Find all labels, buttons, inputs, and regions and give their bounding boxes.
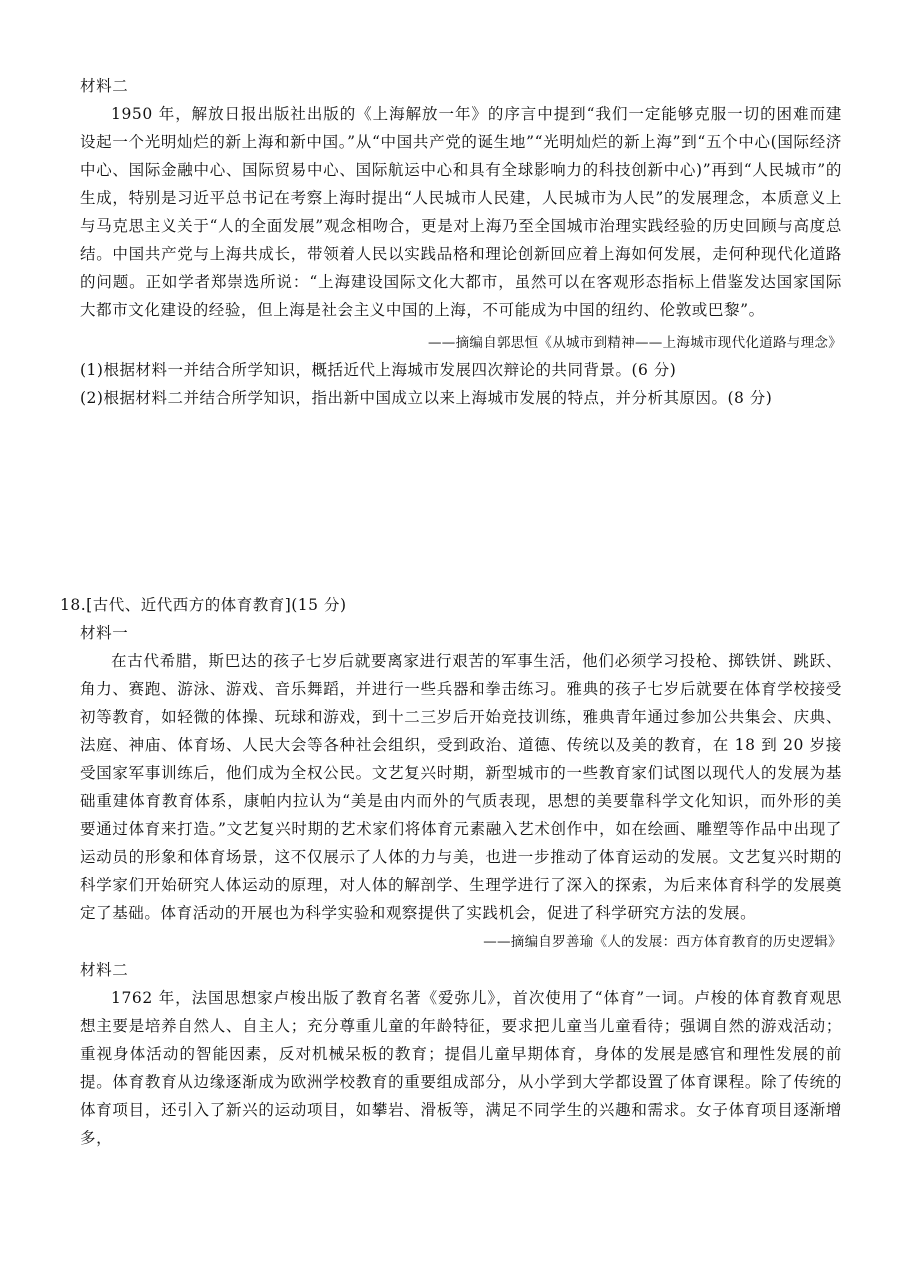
- question-heading: 18.[古代、近代西方的体育教育](15 分): [60, 596, 347, 614]
- material-paragraph: [80, 984, 842, 1152]
- material-paragraph: [80, 100, 842, 324]
- material-paragraph: [80, 647, 842, 927]
- material-text: 在古代希腊，斯巴达的孩子七岁后就要离家进行艰苦的军事生活，他们必须学习投枪、掷铁饼、跳跃、角力、赛跑、游泳、游戏、音乐舞蹈，并进行一些兵器和拳击练习。雅典的孩子七岁后就要在体育学校接受初等教育，如轻微的体操、玩球和游戏，到十二三岁后开始竞技训练，雅典青年通过参加公共集会、庆典、法庭、神庙、体育场、人民大会等各种社会组织，受到政治、道德、传统以及美的教育，在 18 到 20 岁接受国家军事训练后，他们成为全权公民。文艺复兴时期，新型城市的一些教育家们试图以现代人的发展为基础重建体育教育体系，康帕内拉认为“美是由内而外的气质表现，思想的美要靠科学文化知识，而外形的美要通过体育来打造。”文艺复兴时期的艺术家们将体育元素融入艺术创作中，如在绘画、雕塑等作品中出现了运动员的形象和体育场景，这不仅展示了人体的力与美，也进一步推动了体育运动的发展。文艺复兴时期的科学家们开始研究人体运动的原理，对人体的解剖学、生理学进行了深入的探索，为后来体育科学的发展奠定了基础。体育活动的开展也为科学实验和观察提供了实践机会，促进了科学研究方法的发展。: [80, 652, 842, 922]
- source-citation: ——摘编自郭思恒《从城市到精神——上海城市现代化道路与理念》: [428, 335, 842, 351]
- material-label: 材料二: [80, 77, 129, 95]
- material-label: 材料一: [80, 624, 129, 642]
- material-text: 1762 年，法国思想家卢梭出版了教育名著《爱弥儿》，首次使用了“体育”一词。卢梭的体育教育观思想主要是培养自然人、自主人；充分尊重儿童的年龄特征，要求把儿童当儿童看待；强调自然的游戏活动；重视身体活动的智能因素，反对机械呆板的教育；提倡儿童早期体育，身体的发展是感官和理性发展的前提。体育教育从边缘逐渐成为欧洲学校教育的重要组成部分，从小学到大学都设置了体育课程。除了传统的体育项目，还引入了新兴的运动项目，如攀岩、滑板等，满足不同学生的兴趣和需求。女子体育项目逐渐增多，: [80, 989, 842, 1147]
- source-citation: ——摘编自罗善瑜《人的发展：西方体育教育的历史逻辑》: [483, 934, 842, 950]
- material-label: 材料二: [80, 961, 129, 979]
- question-1: (1)根据材料一并结合所学知识，概括近代上海城市发展四次辩论的共同背景。(6 分): [80, 361, 677, 379]
- question-2: (2)根据材料二并结合所学知识，指出新中国成立以来上海城市发展的特点，并分析其原因。(8 分): [80, 389, 773, 407]
- material-text: 1950 年，解放日报出版社出版的《上海解放一年》的序言中提到“我们一定能够克服一切的困难而建设起一个光明灿烂的新上海和新中国。”从“中国共产党的诞生地”“光明灿烂的新上海”到“五个中心(国际经济中心、国际金融中心、国际贸易中心、国际航运中心和具有全球影响力的科技创新中心)”再到“人民城市”的生成，特别是习近平总书记在考察上海时提出“人民城市人民建，人民城市为人民”的发展理念，本质意义上与马克思主义关于“人的全面发展”观念相吻合，更是对上海乃至全国城市治理实践经验的历史回顾与高度总结。中国共产党与上海共成长，带领着人民以实践品格和理论创新回应着上海如何发展，走何种现代化道路的问题。正如学者郑崇选所说：“上海建设国际文化大都市，虽然可以在客观形态指标上借鉴发达国家国际大都市文化建设的经验，但上海是社会主义中国的上海，不可能成为中国的纽约、伦敦或巴黎”。: [80, 105, 843, 319]
